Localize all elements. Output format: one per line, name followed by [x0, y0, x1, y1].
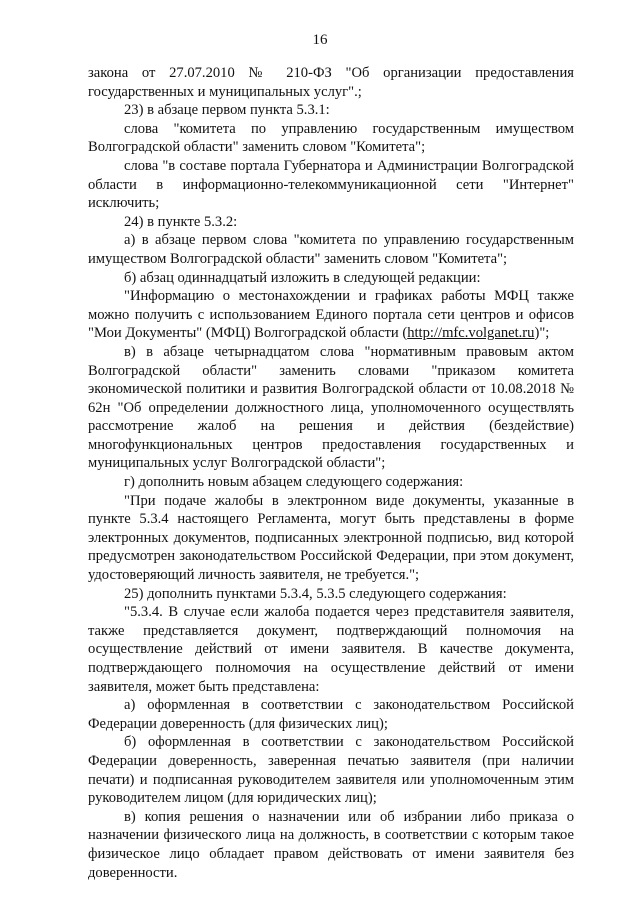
paragraph-item-23-words-1: слова "комитета по управлению государственным имуществом Волгоградской области" заменить словом "Комитета";: [88, 120, 574, 156]
document-body: [88, 64, 574, 882]
paragraph-item-24-v: в) в абзаце четырнадцатом слова "нормативным правовым актом Волгоградской области" заменить словами "приказом комитета экономической политики и развития Волгоградской области от 10.08.2018 № 62н "Об определении должностного лица, уполномоченного осуществлять рассмотрение жалоб на решения и действия (бездействие) многофункциональных центров предоставления государственных и муниципальных услуг Волгоградской области";: [88, 343, 574, 472]
paragraph-item-23: 23) в абзаце первом пункта 5.3.1:: [124, 102, 330, 119]
paragraph-item-24-b: б) абзац одиннадцатый изложить в следующей редакции:: [124, 269, 481, 286]
paragraph-5-3-4-a: а) оформленная в соответствии с законодательством Российской Федерации доверенность (для физических лиц);: [88, 697, 574, 732]
page-number: 16: [312, 32, 328, 48]
mfc-info-text: "Информацию о местонахождении и графиках работы МФЦ также можно получить с использованием Единого портала сети центров и офисов "Мои Документы" (МФЦ) Волгоградской области (: [88, 288, 574, 342]
paragraph-mfc-info: [88, 287, 574, 343]
paragraph-item-25: 25) дополнить пунктами 5.3.4, 5.3.5 следующего содержания:: [124, 585, 507, 602]
paragraph-5-3-4-v: в) копия решения о назначении или об избрании либо приказа о назначении физического лица на должность, в соответствии с которым такое физическое лицо обладает правом действовать от имени заявителя без доверенности.: [88, 808, 574, 881]
mfc-info-closing: )";: [534, 325, 550, 342]
paragraph-item-24-a: а) в абзаце первом слова "комитета по управлению государственным имуществом Волгоградской области" заменить словом "Комитета";: [88, 232, 574, 267]
paragraph-item-23-words-2: слова "в составе портала Губернатора и Администрации Волгоградской области в информационно-телекоммуникационной сети "Интернет" исключить;: [88, 157, 574, 212]
paragraph-item-24: 24) в пункте 5.3.2:: [124, 213, 238, 230]
paragraph-item-24-g: г) дополнить новым абзацем следующего содержания:: [124, 474, 464, 491]
paragraph-law-reference: закона от 27.07.2010 № 210-ФЗ "Об организации предоставления государственных и муниципальных услуг".;: [88, 65, 574, 100]
mfc-website-link[interactable]: http://mfc.volganet.ru: [407, 325, 535, 342]
paragraph-electronic-complaint: "При подаче жалобы в электронном виде документы, указанные в пункте 5.3.4 настоящего Регламента, могут быть представлены в форме электронных документов, подписанных электронной подписью, вид которой предусмотрен законодательством Российской Федерации, при этом документ, удостоверяющий личность заявителя, не требуется.";: [88, 492, 574, 584]
paragraph-5-3-4-b: б) оформленная в соответствии с законодательством Российской Федерации доверенность, заверенная печатью заявителя (при наличии печати) и подписанная руководителем заявителя или уполномоченным этим руководителем лицом (для юридических лиц);: [88, 734, 574, 807]
paragraph-5-3-4: "5.3.4. В случае если жалоба подается через представителя заявителя, также представляется документ, подтверждающий полномочия на осуществление действий от имени заявителя. В качестве документа, подтверждающего полномочия на осуществление действий от имени заявителя, может быть представлена:: [88, 604, 574, 695]
